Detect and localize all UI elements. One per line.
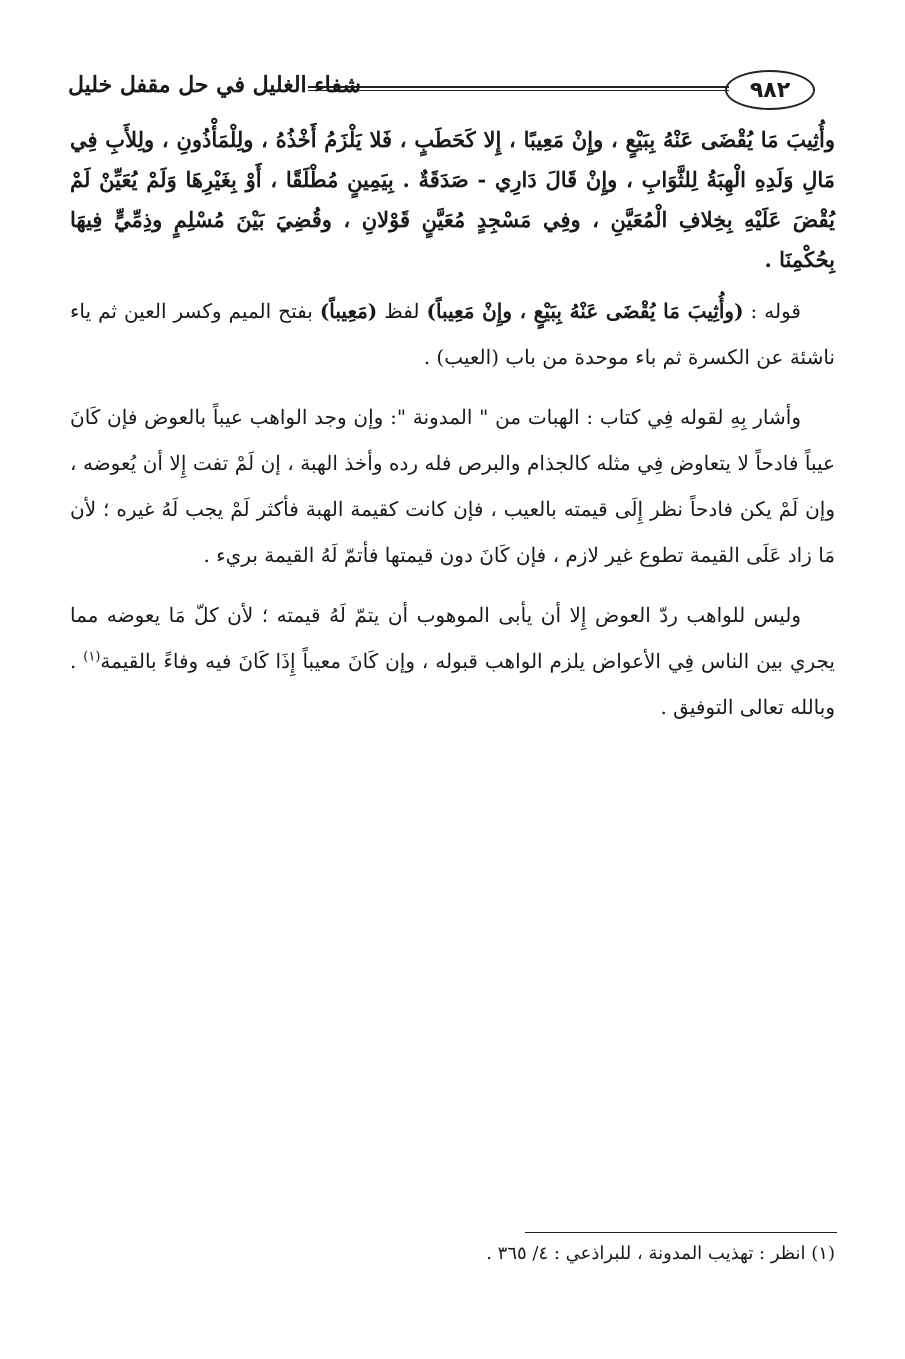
header-rule [308,86,729,91]
running-title: شفاء الغليل في حل مقفل خليل [68,72,361,98]
page-header [68,62,833,112]
quoted-matn: (وأُثِيبَ مَا يُقْضَى عَنْهُ بِبَيْعٍ ، وإِنْ مَعِيباً) [426,299,744,323]
paragraph-3-tail: . وبالله تعالى التوفيق . [70,649,835,719]
footnote-separator [525,1232,837,1233]
quote-lead: قوله : [743,299,801,323]
matn-text: وأُثِيبَ مَا يُقْضَى عَنْهُ بِبَيْعٍ ، وإِنْ مَعِيبًا ، إِلا كَحَطَبٍ ، فَلا يَلْزَمُ أَخْذُهُ ، ولِلْمَأْذُونِ ، ولِلأَبِ فِي مَالِ وَلَدِهِ الْهِبَةُ لِلثَّوَابِ ، وإِنْ قَالَ دَارِي - صَدَقَةٌ . بِيَمِينٍ مُطْلَقًا ، أَوْ بِغَيْرِهَا وَلَمْ يُعَيِّنْ لَمْ يُقْضَ عَلَيْهِ بِخِلافِ الْمُعَيَّنِ ، وفِي مَسْجِدٍ مُعَيَّنٍ قَوْلانِ ، وقُضِيَ بَيْنَ مُسْلِمٍ وذِمِّيٍّ فِيهَا بِحُكْمِنَا . [70,127,835,272]
page-number: ٩٨٢ [725,70,815,110]
commentary-paragraph-1 [70,288,835,380]
paragraph-3-main: وليس للواهب ردّ العوض إِلا أن يأبى الموهوب أن يتمّ لَهُ قيمته ؛ لأن كلّ مَا يعوضه مما يجري بين الناس فِي الأعواض يلزم الواهب قبوله ، وإن كَانَ معيباً إِذَا كَانَ فيه وفاءً بالقيمة [70,603,835,673]
quote-tail: بفتح الميم وكسر العين ثم ياء ناشئة عن الكسرة ثم باء موحدة من باب (العيب) . [70,299,835,369]
commentary-paragraph-3 [70,592,835,730]
quoted-word: (مَعِيباً) [319,299,378,323]
commentary-body [70,288,835,744]
quote-mid: لفظ [377,299,427,323]
footnote-reference: (١) [83,649,101,665]
footnote-1: (١) انظر : تهذيب المدونة ، للبراذعي : ٤/ ٣٦٥ . [486,1243,835,1264]
commentary-paragraph-2: وأشار بِهِ لقوله فِي كتاب : الهبات من " المدونة ": وإن وجد الواهب عيباً بالعوض فإن كَانَ عيباً فادحاً لا يتعاوض فِي مثله كالجذام والبرص فله رده وأخذ الهبة ، إن لَمْ تفت إِلا أن يُعوضه ، وإن لَمْ يكن فادحاً نظر إِلَى قيمته بالعيب ، فإن كانت كقيمة الهبة فأكثر لَمْ يجب لَهُ غيره ؛ لأن مَا زاد عَلَى القيمة تطوع غير لازم ، فإن كَانَ دون قيمتها فأتمّ لَهُ القيمة بريء . [70,405,835,567]
